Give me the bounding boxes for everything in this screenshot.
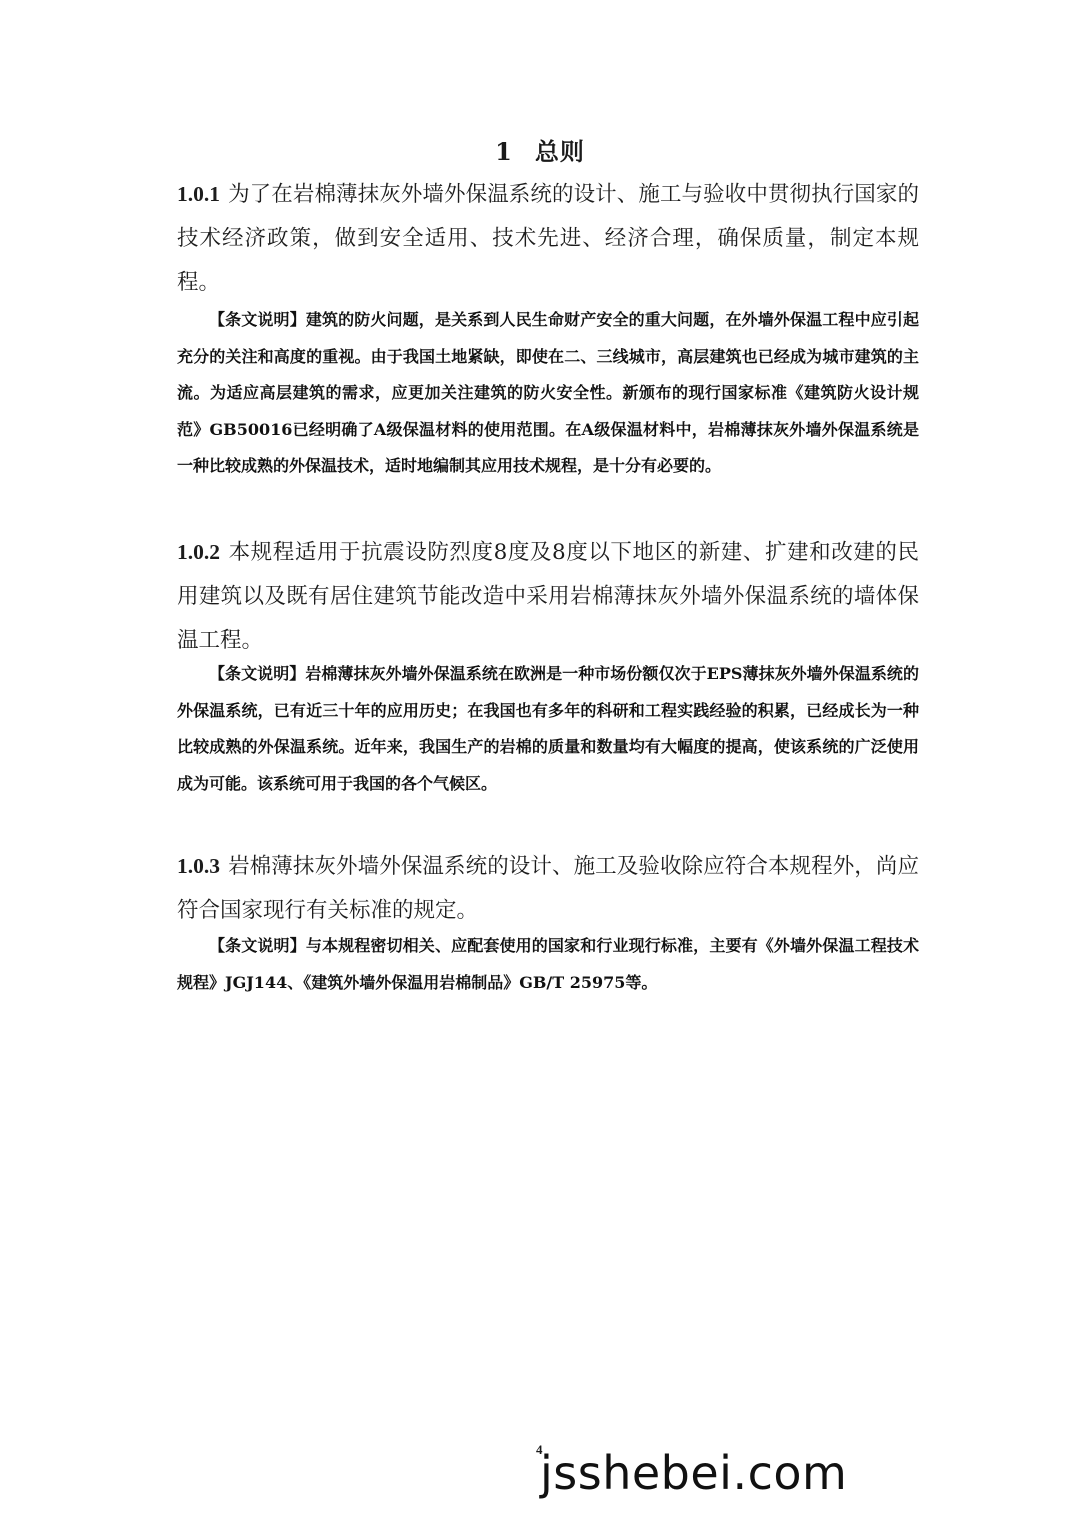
- clause-text: 本规程适用于抗震设防烈度8度及8度以下地区的新建、扩建和改建的民用建筑以及既有居住建筑节能改造中采用岩棉薄抹灰外墙外保温系统的墙体保温工程。: [177, 540, 919, 653]
- clause-number: 1.0.1: [177, 182, 220, 206]
- clause-text: 为了在岩棉薄抹灰外墙外保温系统的设计、施工与验收中贯彻执行国家的技术经济政策，做到安全适用、技术先进、经济合理，确保质量，制定本规程。: [177, 182, 919, 295]
- clause-number: 1.0.2: [177, 540, 220, 564]
- watermark: jsshebei.com: [540, 1446, 848, 1500]
- chapter-title: [0, 132, 1080, 167]
- clause-number: 1.0.3: [177, 854, 220, 878]
- clause-note-1-0-3: 【条文说明】与本规程密切相关、应配套使用的国家和行业现行标准，主要有《外墙外保温工程技术规程》JGJ144、《建筑外墙外保温用岩棉制品》GB/T 25975等。: [177, 936, 919, 992]
- clause-note-1-0-1: 【条文说明】建筑的防火问题，是关系到人民生命财产安全的重大问题，在外墙外保温工程中应引起充分的关注和高度的重视。由于我国土地紧缺，即使在二、三线城市，高层建筑也已经成为城市建筑的主流。为适应高层建筑的需求，应更加关注建筑的防火安全性。新颁布的现行国家标准《建筑防火设计规范》GB50016已经明确了A级保温材料的使用范围。在A级保温材料中，岩棉薄抹灰外墙外保温系统是一种比较成熟的外保温技术，适时地编制其应用技术规程，是十分有必要的。: [177, 310, 919, 475]
- chapter-number: 1: [495, 137, 513, 166]
- clause-1-0-1: [177, 172, 919, 305]
- page-number: 4: [536, 1442, 543, 1457]
- clause-note-1-0-2: 【条文说明】岩棉薄抹灰外墙外保温系统在欧洲是一种市场份额仅次于EPS薄抹灰外墙外保温系统的外保温系统，已有近三十年的应用历史；在我国也有多年的科研和工程实践经验的积累，已经成长为一种比较成熟的外保温系统。近年来，我国生产的岩棉的质量和数量均有大幅度的提高，使该系统的广泛使用成为可能。该系统可用于我国的各个气候区。: [177, 664, 919, 793]
- clause-1-0-2: [177, 530, 919, 663]
- clause-1-0-3: [177, 844, 919, 933]
- clause-text: 岩棉薄抹灰外墙外保温系统的设计、施工及验收除应符合本规程外，尚应符合国家现行有关标准的规定。: [177, 854, 919, 923]
- chapter-title-text: 总则: [534, 137, 585, 166]
